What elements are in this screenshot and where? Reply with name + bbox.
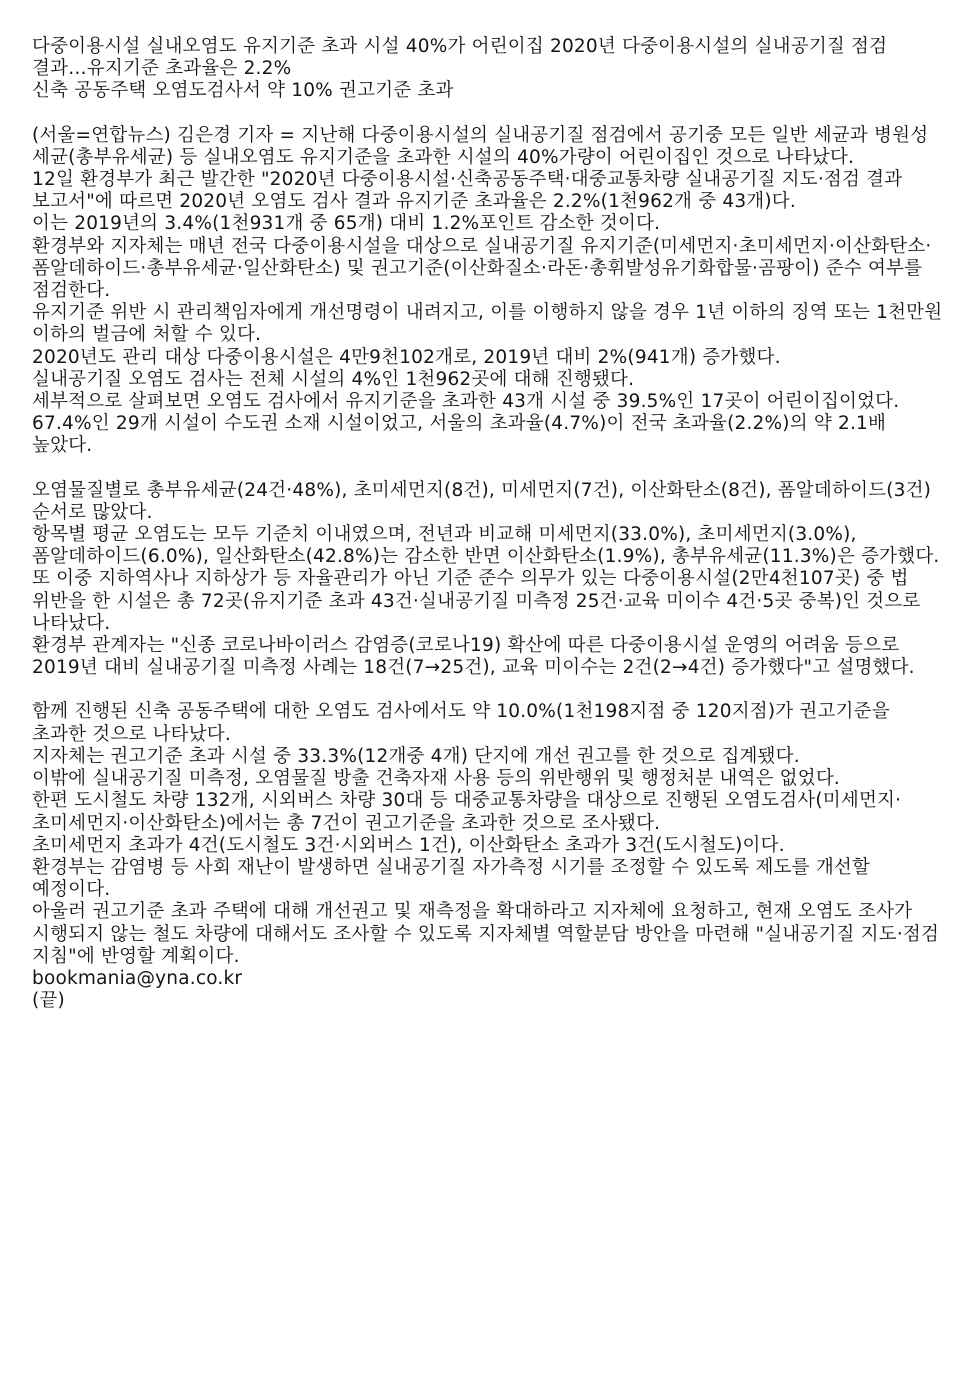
reporter-email: bookmania@yna.co.kr (32, 967, 243, 989)
article-paragraph: 항목별 평균 오염도는 모두 기준치 이내였으며, 전년과 비교해 미세먼지(33.0%), 초미세먼지(3.0%), 폼알데하이드(6.0%), 일산화탄소(42.8%)는 감소한 반면 이산화탄소(1.9%), 총부유세균(11.3%)은 증가했다. (32, 524, 940, 568)
paragraph-gap (32, 679, 947, 701)
headline-line: 신축 공동주택 오염도검사서 약 10% 권고기준 초과 (32, 80, 454, 102)
article-byline (32, 968, 947, 1012)
article-paragraph: 아울러 권고기준 초과 주택에 대해 개선권고 및 재측정을 확대하라고 지자체에 요청하고, 현재 오염도 조사가 시행되지 않는 철도 차량에 대해서도 조사할 수 있도록 지자체별 역할분담 방안을 마련해 "실내공기질 지도·점검 지침"에 반영할 계획이다. (32, 901, 940, 967)
article-paragraph: (서울=연합뉴스) 김은경 기자 = 지난해 다중이용시설의 실내공기질 점검에서 공기중 모든 일반 세균과 병원성 세균(총부유세균) 등 실내오염도 유지기준을 초과한 시설의 40%가량이 어린이집인 것으로 나타났다. (32, 124, 929, 168)
paragraph-gap (32, 458, 947, 480)
article-paragraph: 2020년도 관리 대상 다중이용시설은 4만9천102개로, 2019년 대비 2%(941개) 증가했다. (32, 346, 781, 368)
article-headline (32, 36, 947, 103)
article-paragraph: 함께 진행된 신축 공동주택에 대한 오염도 검사에서도 약 10.0%(1천198지점 중 120지점)가 권고기준을 초과한 것으로 나타났다. (32, 701, 890, 745)
article-paragraph: 지자체는 권고기준 초과 시설 중 33.3%(12개중 4개) 단지에 개선 권고를 한 것으로 집계됐다. (32, 745, 800, 767)
article-section-3 (32, 701, 947, 967)
article-paragraph: 오염물질별로 총부유세균(24건·48%), 초미세먼지(8건), 미세먼지(7건), 이산화탄소(8건), 폼알데하이드(3건) 순서로 많았다. (32, 479, 932, 523)
article-paragraph: 실내공기질 오염도 검사는 전체 시설의 4%인 1천962곳에 대해 진행됐다. (32, 368, 635, 390)
article-paragraph: 환경부는 감염병 등 사회 재난이 발생하면 실내공기질 자가측정 시기를 조정할 수 있도록 제도를 개선할 예정이다. (32, 856, 871, 901)
article-paragraph: 세부적으로 살펴보면 오염도 검사에서 유지기준을 초과한 43개 시설 중 39.5%인 17곳이 어린이집이었다. (32, 391, 900, 413)
article-paragraph: 또 이중 지하역사나 지하상가 등 자율관리가 아닌 기준 준수 의무가 있는 다중이용시설(2만4천107곳) 중 법 위반을 한 시설은 총 72곳(유지기준 초과 43건·실내공기질 미측정 25건·교육 미이수 4건·5곳 중복)인 것으로 나타났다. (32, 568, 921, 634)
end-marker: (끝) (32, 990, 65, 1012)
article-paragraph: 초미세먼지 초과가 4건(도시철도 3건·시외버스 1건), 이산화탄소 초과가 3건(도시철도)이다. (32, 834, 785, 856)
article-paragraph: 유지기준 위반 시 관리책임자에게 개선명령이 내려지고, 이를 이행하지 않을 경우 1년 이하의 징역 또는 1천만원 이하의 벌금에 처할 수 있다. (32, 302, 943, 346)
article-paragraph: 이밖에 실내공기질 미측정, 오염물질 방출 건축자재 사용 등의 위반행위 및 행정처분 내역은 없었다. (32, 768, 840, 790)
paragraph-gap (32, 103, 947, 125)
article-paragraph: 12일 환경부가 최근 발간한 "2020년 다중이용시설·신축공동주택·대중교통차량 실내공기질 지도·점검 결과 보고서"에 따르면 2020년 오염도 검사 결과 유지기준 초과율은 2.2%(1천962개 중 43개)다. (32, 169, 903, 213)
article-section-1 (32, 125, 947, 458)
headline-line: 다중이용시설 실내오염도 유지기준 초과 시설 40%가 어린이집 2020년 다중이용시설의 실내공기질 점검 결과…유지기준 초과율은 2.2% (32, 36, 888, 80)
article-paragraph: 이는 2019년의 3.4%(1천931개 중 65개) 대비 1.2%포인트 감소한 것이다. (32, 213, 661, 235)
article-paragraph: 67.4%인 29개 시설이 수도권 소재 시설이었고, 서울의 초과율(4.7%)이 전국 초과율(2.2%)의 약 2.1배 높았다. (32, 413, 887, 457)
article-paragraph: 환경부와 지자체는 매년 전국 다중이용시설을 대상으로 실내공기질 유지기준(미세먼지·초미세먼지·이산화탄소·폼알데하이드·총부유세균·일산화탄소) 및 권고기준(이산화질소·라돈·총휘발성유기화합물·곰팡이) 준수 여부를 점검한다. (32, 235, 932, 302)
article-paragraph: 환경부 관계자는 "신종 코로나바이러스 감염증(코로나19) 확산에 따른 다중이용시설 운영의 어려움 등으로 2019년 대비 실내공기질 미측정 사례는 18건(7→25건), 교육 미이수는 2건(2→4건) 증가했다"고 설명했다. (32, 635, 915, 679)
article-paragraph: 한편 도시철도 차량 132개, 시외버스 차량 30대 등 대중교통차량을 대상으로 진행된 오염도검사(미세먼지·초미세먼지·이산화탄소)에서는 총 7건이 권고기준을 초과한 것으로 조사됐다. (32, 790, 902, 834)
article-section-2 (32, 480, 947, 680)
